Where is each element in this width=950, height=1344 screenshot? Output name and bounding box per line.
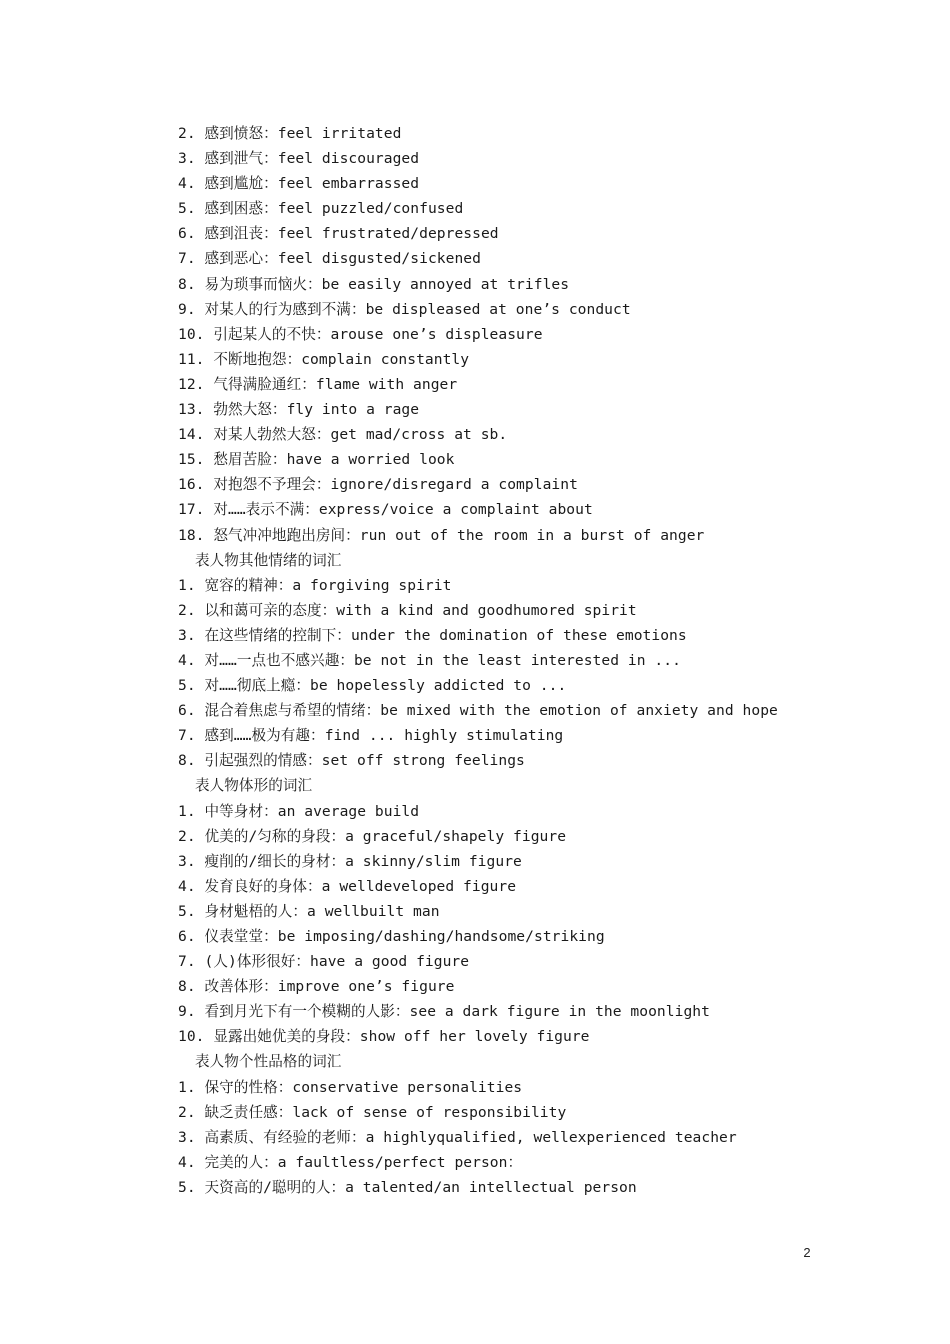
vocab-item: 3. 感到泄气：feel discouraged <box>178 150 420 168</box>
vocab-item: 2. 缺乏责任感：lack of sense of responsibility <box>178 1103 567 1121</box>
vocab-item: 10. 显露出她优美的身段：show off her lovely figure <box>178 1028 590 1046</box>
vocab-item: 5. 天资高的/聪明的人：a talented/an intellectual person <box>178 1178 637 1196</box>
vocab-item: 13. 勃然大怒：fly into a rage <box>178 401 420 419</box>
vocab-item: 7. 感到……极为有趣：find ... highly stimulating <box>178 727 564 745</box>
vocab-item: 7. (人)体形很好：have a good figure <box>178 953 470 971</box>
vocab-item: 6. 感到沮丧：feel frustrated/depressed <box>178 225 499 243</box>
page-number: 2 <box>803 1245 811 1260</box>
vocab-item: 2. 优美的/匀称的身段：a graceful/shapely figure <box>178 827 567 845</box>
vocab-item: 16. 对抱怨不予理会：ignore/disregard a complaint <box>178 476 578 494</box>
vocab-item: 7. 感到恶心：feel disgusted/sickened <box>178 250 481 268</box>
vocab-item: 14. 对某人勃然大怒：get mad/cross at sb. <box>178 426 508 444</box>
vocab-item: 1. 宽容的精神：a forgiving spirit <box>178 576 452 594</box>
vocab-item: 18. 怒气冲冲地跑出房间：run out of the room in a burst of anger <box>178 526 705 544</box>
vocab-item: 2. 以和蔼可亲的态度：with a kind and goodhumored spirit <box>178 601 637 619</box>
vocab-item: 4. 完美的人：a faultless/perfect person： <box>178 1153 523 1171</box>
vocab-item: 12. 气得满脸通红：flame with anger <box>178 375 458 393</box>
vocab-item: 5. 感到困惑：feel puzzled/confused <box>178 200 464 218</box>
vocab-item: 6. 混合着焦虑与希望的情绪：be mixed with the emotion of anxiety and hope <box>178 702 778 720</box>
vocab-item: 17. 对……表示不满：express/voice a complaint about <box>178 501 593 519</box>
vocab-item: 11. 不断地抱怨：complain constantly <box>178 350 470 368</box>
vocab-item: 2. 感到愤怒：feel irritated <box>178 125 402 142</box>
vocab-item: 9. 对某人的行为感到不满：be displeased at one’s conduct <box>178 300 631 318</box>
vocab-item: 4. 发育良好的身体：a welldeveloped figure <box>178 877 517 895</box>
vocab-item: 8. 易为琐事而恼火：be easily annoyed at trifles <box>178 275 570 293</box>
section-heading: 表人物体形的词汇 <box>195 777 313 795</box>
vocab-item: 5. 对……彻底上瘾：be hopelessly addicted to ... <box>178 677 567 695</box>
vocab-item: 5. 身材魁梧的人：a wellbuilt man <box>178 902 440 920</box>
vocab-item: 4. 感到尴尬：feel embarrassed <box>178 175 420 193</box>
vocab-item: 8. 改善体形：improve one’s figure <box>178 978 455 996</box>
vocab-item: 3. 瘦削的/细长的身材：a skinny/slim figure <box>178 852 522 870</box>
section-heading: 表人物其他情绪的词汇 <box>195 551 342 569</box>
vocab-item: 3. 高素质、有经验的老师：a highlyqualified, wellexperienced teacher <box>178 1128 737 1146</box>
vocab-item: 9. 看到月光下有一个模糊的人影：see a dark figure in the moonlight <box>178 1003 710 1021</box>
vocab-item: 6. 仪表堂堂：be imposing/dashing/handsome/striking <box>178 928 605 945</box>
vocab-item: 10. 引起某人的不快：arouse one’s displeasure <box>178 325 543 343</box>
vocab-item: 1. 中等身材：an average build <box>178 802 420 820</box>
vocab-item: 8. 引起强烈的情感：set off strong feelings <box>178 752 525 770</box>
vocab-item: 15. 愁眉苦脸：have a worried look <box>178 451 455 469</box>
vocab-item: 4. 对……一点也不感兴趣：be not in the least interested in ... <box>178 651 681 669</box>
vocabulary-list <box>178 121 918 1200</box>
section-heading: 表人物个性品格的词汇 <box>195 1053 342 1071</box>
vocab-item: 3. 在这些情绪的控制下：under the domination of these emotions <box>178 626 687 644</box>
vocab-item: 1. 保守的性格：conservative personalities <box>178 1078 523 1096</box>
